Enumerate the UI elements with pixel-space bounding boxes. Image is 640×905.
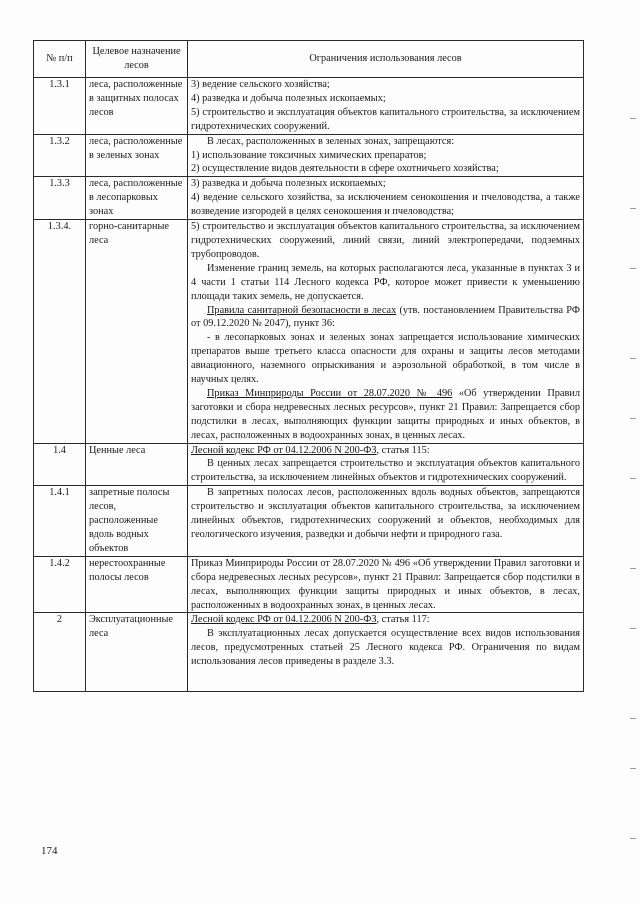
restriction-text: , статья 115: — [376, 444, 430, 456]
restriction-text: В ценных лесах запрещается строительство и эксплуатация объектов капитального строительства, за исключением линейных объектов и гидротехнических сооружений. — [191, 458, 580, 484]
row-number: 2 — [34, 613, 86, 692]
scan-mark — [630, 358, 636, 359]
row-restrictions — [188, 486, 584, 557]
row-number: 1.4.1 — [34, 486, 86, 557]
restriction-text: 3) разведка и добыча полезных ископаемых; — [191, 178, 386, 190]
restriction-text — [191, 444, 580, 458]
restriction-text: В лесах, расположенных в зеленых зонах, запрещаются: — [207, 135, 455, 147]
row-purpose: запретные полосы лесов, расположенные вдоль водных объектов — [86, 486, 188, 557]
restriction-text: (утв. постановлением Правительства РФ от 09.12.2020 № 2047), пункт 36: — [191, 304, 580, 330]
scan-mark — [630, 268, 636, 269]
restriction-text: 5) строительство и эксплуатация объектов капитального строительства, за исключением гидротехнических сооружений, линий связи, линий электропередачи, подземных трубопроводов. — [191, 221, 580, 260]
row-purpose: Ценные леса — [86, 443, 188, 486]
table-row — [34, 134, 584, 177]
row-restrictions — [188, 613, 584, 692]
table-row — [34, 220, 584, 444]
row-purpose: горно-санитарные леса — [86, 220, 188, 444]
scan-mark — [630, 118, 636, 119]
table-row — [34, 177, 584, 220]
row-purpose: леса, расположенные в лесопарковых зонах — [86, 177, 188, 220]
table-row — [34, 78, 584, 135]
restriction-text: 5) строительство и эксплуатация объектов капитального строительства, за исключением гидротехнических сооружений. — [191, 106, 580, 132]
restriction-text: Приказ Минприроды России от 28.07.2020 № 496 «Об утверждении Правил заготовки и сбора недревесных лесных ресурсов», пункт 21 Правил: Запрещается сбор подстилки в лесах, выполняющих функции защиты природных и иных объектов, в лесах, расположенных в водоохранных зонах, в ценных лесах. — [191, 557, 580, 611]
scan-mark — [630, 768, 636, 769]
restriction-text: - в лесопарковых зонах и зеленых зонах запрещается использование химических препаратов выше третьего класса опасности для охраны и защиты лесов методами авиационного, наземного опрыскивания и аэрозольной обработкой, в том числе в научных целях. — [191, 332, 580, 386]
row-number: 1.4.2 — [34, 556, 86, 613]
table-row — [34, 613, 584, 692]
restriction-text — [191, 304, 580, 332]
table-header-row — [34, 41, 584, 78]
scan-mark — [630, 208, 636, 209]
scan-mark — [630, 718, 636, 719]
row-restrictions — [188, 443, 584, 486]
scan-mark — [630, 478, 636, 479]
row-restrictions — [188, 177, 584, 220]
restriction-text — [191, 387, 580, 443]
row-restrictions — [188, 556, 584, 613]
sanitary-rules-link[interactable]: Правила санитарной безопасности в лесах — [207, 304, 397, 316]
forest-code-link[interactable]: Лесной кодекс РФ от 04.12.2006 N 200-ФЗ — [191, 614, 377, 626]
row-restrictions — [188, 134, 584, 177]
row-number: 1.4 — [34, 443, 86, 486]
table-row — [34, 556, 584, 613]
page-number: 174 — [41, 845, 58, 857]
restriction-text — [191, 613, 580, 627]
row-purpose: Эксплуатационные леса — [86, 613, 188, 692]
row-number: 1.3.2 — [34, 134, 86, 177]
restrictions-table — [33, 40, 584, 692]
table-row — [34, 443, 584, 486]
row-purpose: нерестоохранные полосы лесов — [86, 556, 188, 613]
row-purpose: леса, расположенные в зеленых зонах — [86, 134, 188, 177]
row-number: 1.3.4. — [34, 220, 86, 444]
restriction-text: Изменение границ земель, на которых располагаются леса, указанные в пунктах 3 и 4 части 1 статьи 114 Лесного кодекса РФ, которое может привести к уменьшению площади таких земель, не допускается. — [191, 262, 580, 302]
restriction-text: 1) использование токсичных химических препаратов; — [191, 149, 427, 161]
row-restrictions — [188, 78, 584, 135]
forest-code-link[interactable]: Лесной кодекс РФ от 04.12.2006 N 200-ФЗ — [191, 444, 377, 456]
header-num: № п/п — [34, 41, 86, 78]
order-496-link[interactable]: Приказ Минприроды России от 28.07.2020 № 496 — [207, 387, 453, 399]
scan-mark — [630, 838, 636, 839]
scan-mark — [630, 568, 636, 569]
restriction-text: В эксплуатационных лесах допускается осуществление всех видов использования лесов, предусмотренных статьей 25 Лесного кодекса РФ. Ограничения по видам использования лесов приведены в разделе 3.3. — [191, 628, 580, 668]
restriction-text: «Об утверждении Правил заготовки и сбора недревесных лесных ресурсов», пункт 21 Правил: Запрещается сбор подстилки в лесах, выполняющих функции защиты природных и иных объектов, в лесах, расположенных в водоохранных зонах, в ценных лесах. — [191, 387, 580, 441]
scan-mark — [630, 628, 636, 629]
restriction-text: В запретных полосах лесов, расположенных вдоль водных объектов, запрещаются строительство и эксплуатация объектов капитального строительства, за исключением линейных объектов, гидротехнических сооружений и объектов, необходимых для геологического изучения, разведки и добычи нефти и природного газа. — [191, 487, 580, 540]
restriction-text: 2) осуществление видов деятельности в сфере охотничьего хозяйства; — [191, 163, 499, 175]
restriction-text: 3) ведение сельского хозяйства; — [191, 79, 330, 90]
row-number: 1.3.3 — [34, 177, 86, 220]
restriction-text: 4) ведение сельского хозяйства, за исключением сенокошения и пчеловодства, а также возведение изгородей в целях сенокошения и пчеловодства; — [191, 192, 580, 218]
restriction-text: , статья 117: — [376, 614, 430, 626]
header-purpose: Целевое назначение лесов — [86, 41, 188, 78]
restriction-text: 4) разведка и добыча полезных ископаемых; — [191, 92, 386, 104]
row-number: 1.3.1 — [34, 78, 86, 135]
table-row — [34, 486, 584, 557]
scan-mark — [630, 418, 636, 419]
row-restrictions — [188, 220, 584, 444]
row-purpose: леса, расположенные в защитных полосах лесов — [86, 78, 188, 135]
header-restrictions: Ограничения использования лесов — [188, 41, 584, 78]
